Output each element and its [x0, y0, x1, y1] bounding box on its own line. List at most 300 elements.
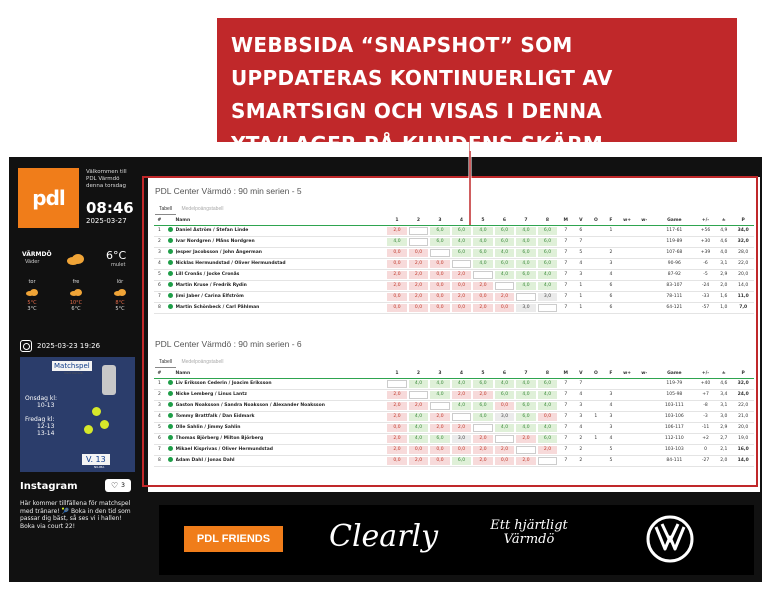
match-score: 4,0 — [516, 282, 536, 290]
hjartligt-line: Värmdö — [503, 532, 555, 547]
wins-cell: 1 — [573, 291, 588, 302]
match-score: 2,0 — [409, 293, 429, 301]
average-cell: 3,1 — [715, 400, 732, 411]
like-counter — [105, 479, 131, 492]
games-cell: 90-96 — [653, 258, 696, 269]
match-score: 6,0 — [473, 380, 493, 388]
column-header: V — [573, 370, 588, 378]
tab-average[interactable]: Medelpoängstabell — [181, 206, 224, 212]
game-diff-cell: +40 — [696, 378, 715, 389]
column-header: 5 — [472, 217, 494, 225]
match-score: 2,0 — [409, 260, 429, 268]
losses-cell: 1 — [603, 225, 618, 236]
column-header: 7 — [515, 217, 537, 225]
padel-ball — [92, 407, 101, 416]
rank-cell: 2 — [154, 389, 165, 400]
match-score: 4,0 — [409, 424, 429, 432]
matches-cell: 7 — [558, 258, 573, 269]
games-cell: 112-110 — [653, 433, 696, 444]
match-score: 2,0 — [452, 424, 472, 432]
forecast-high: 8°C — [115, 300, 125, 306]
column-header: F — [603, 217, 618, 225]
match-score: 0,0 — [473, 293, 493, 301]
rank-cell: 6 — [154, 433, 165, 444]
matches-cell: 7 — [558, 236, 573, 247]
cloud-icon — [70, 289, 82, 296]
column-header: V — [573, 217, 588, 225]
post-schedule-time: 13-14 — [37, 430, 55, 437]
column-header: 2 — [408, 217, 430, 225]
team-name-cell: Adam Dahl / Jonas Dahl — [176, 455, 387, 466]
match-score: 2,0 — [387, 446, 407, 454]
wins-cell: 5 — [573, 247, 588, 258]
match-score: 4,0 — [516, 380, 536, 388]
match-score: 2,0 — [409, 282, 429, 290]
match-score: 4,0 — [452, 238, 472, 246]
column-header: ± — [715, 370, 732, 378]
game-diff-cell: +56 — [696, 225, 715, 236]
match-score: 3,0 — [452, 435, 472, 443]
column-header: w- — [636, 370, 653, 378]
column-header: M — [558, 217, 573, 225]
column-header: w- — [636, 217, 653, 225]
forecast-high: 5°C — [27, 300, 37, 306]
losses-cell: 4 — [603, 400, 618, 411]
match-score: 6,0 — [538, 238, 558, 246]
match-score: 4,0 — [409, 413, 429, 421]
team-name-cell: Gaston Noaksson / Sandra Noaksson / Alexander Noaksson — [176, 400, 387, 411]
column-header: 2 — [408, 370, 430, 378]
wins-cell: 4 — [573, 389, 588, 400]
wins-cell: 4 — [573, 422, 588, 433]
match-score: 0,0 — [538, 413, 558, 421]
matches-cell: 7 — [558, 247, 573, 258]
instagram-post-image — [20, 357, 135, 472]
match-score: 0,0 — [430, 304, 450, 312]
match-score: 0,0 — [387, 293, 407, 301]
match-score: 0,0 — [430, 446, 450, 454]
padel-ball — [100, 420, 109, 429]
cloud-icon — [114, 289, 126, 296]
team-name-cell: Jimi Jaber / Carina Elfström — [176, 291, 387, 302]
post-brand: NILIMA — [94, 465, 105, 469]
game-diff-cell: +30 — [696, 236, 715, 247]
clock-time: 08:46 — [86, 199, 134, 217]
match-score: 2,0 — [516, 435, 536, 443]
match-score: 6,0 — [473, 249, 493, 257]
points-cell: 21,0 — [732, 411, 754, 422]
matches-cell: 7 — [558, 269, 573, 280]
snapshot-highlight-frame — [142, 176, 758, 487]
ball-can — [102, 365, 116, 395]
losses-cell: 3 — [603, 411, 618, 422]
match-score: 4,0 — [495, 249, 515, 257]
match-score: 3,0 — [495, 413, 515, 421]
wins-cell: 3 — [573, 269, 588, 280]
rank-cell: 8 — [154, 302, 165, 313]
team-name-cell: Tommy Brattfalk / Dan Eidmark — [176, 411, 387, 422]
match-score: 2,0 — [473, 282, 493, 290]
match-score: 4,0 — [538, 424, 558, 432]
match-score: 3,0 — [516, 304, 536, 312]
match-score: 0,0 — [452, 282, 472, 290]
losses-cell: 3 — [603, 422, 618, 433]
match-score: 4,0 — [495, 424, 515, 432]
points-cell: 22,0 — [732, 258, 754, 269]
team-name-cell: Jesper Jacobsson / John Ångerman — [176, 247, 387, 258]
rank-cell: 5 — [154, 422, 165, 433]
match-score: 2,0 — [473, 391, 493, 399]
post-image-title: Matchspel — [54, 362, 90, 370]
match-score: 4,0 — [473, 238, 493, 246]
points-cell: 20,0 — [732, 269, 754, 280]
games-cell: 103-106 — [653, 411, 696, 422]
average-cell: 4,6 — [715, 236, 732, 247]
forecast-low: 6°C — [71, 306, 81, 312]
volkswagen-icon — [646, 515, 694, 563]
match-score: 2,0 — [473, 457, 493, 465]
games-cell: 84-111 — [653, 455, 696, 466]
points-cell: 16,0 — [732, 444, 754, 455]
column-header: 4 — [451, 217, 473, 225]
post-schedule-time: 10-13 — [37, 402, 55, 409]
match-score: 2,0 — [409, 402, 429, 410]
games-cell: 119-79 — [653, 378, 696, 389]
games-cell: 78-111 — [653, 291, 696, 302]
team-name-cell: Martin Schönbeck / Carl Påhlman — [176, 302, 387, 313]
match-score: 2,0 — [409, 271, 429, 279]
wins-cell: 2 — [573, 444, 588, 455]
match-score: 4,0 — [516, 424, 536, 432]
like-count: 3 — [121, 482, 125, 489]
match-score: 2,0 — [409, 457, 429, 465]
tab-average[interactable]: Medelpoängstabell — [181, 359, 224, 365]
match-score: 4,0 — [538, 391, 558, 399]
rank-cell: 8 — [154, 455, 165, 466]
column-header: O — [588, 217, 603, 225]
match-score: 0,0 — [387, 260, 407, 268]
column-header: 6 — [494, 217, 516, 225]
match-score: 0,0 — [387, 249, 407, 257]
match-score: 0,0 — [409, 249, 429, 257]
matches-cell: 7 — [558, 225, 573, 236]
pdl-logo — [18, 168, 79, 228]
game-diff-cell: +7 — [696, 389, 715, 400]
match-score: 0,0 — [430, 271, 450, 279]
average-cell: 4,6 — [715, 378, 732, 389]
games-cell: 119-89 — [653, 236, 696, 247]
column-header: 6 — [494, 370, 516, 378]
average-cell: 2,9 — [715, 269, 732, 280]
match-score: 6,0 — [430, 238, 450, 246]
match-score: 6,0 — [495, 391, 515, 399]
wins-cell: 6 — [573, 225, 588, 236]
match-score: 0,0 — [387, 457, 407, 465]
hjartligt-varmdo-logo — [489, 519, 569, 547]
average-cell: 2,9 — [715, 422, 732, 433]
match-score: 0,0 — [495, 457, 515, 465]
post-schedule-day: Onsdag kl: — [25, 395, 58, 402]
match-score: 2,0 — [430, 424, 450, 432]
game-diff-cell: -11 — [696, 422, 715, 433]
losses-cell: 4 — [603, 269, 618, 280]
column-header: Namn — [176, 370, 387, 378]
average-cell: 3,4 — [715, 389, 732, 400]
clock-date: 2025-03-27 — [86, 217, 127, 225]
column-header: P — [732, 217, 754, 225]
weather-temp: 6°C — [106, 249, 127, 262]
hjartligt-line: Ett hjärtligt — [490, 518, 568, 533]
wins-cell: 3 — [573, 400, 588, 411]
match-score: 2,0 — [473, 435, 493, 443]
instagram-label: Instagram — [20, 481, 78, 492]
games-cell: 106-117 — [653, 422, 696, 433]
cloud-icon — [66, 253, 86, 265]
column-header: w+ — [618, 370, 635, 378]
games-cell: 87-92 — [653, 269, 696, 280]
padel-ball — [84, 425, 93, 434]
column-header: M — [558, 370, 573, 378]
team-name-cell: Martin Kruse / Fredrik Rydin — [176, 280, 387, 291]
game-diff-cell: -3 — [696, 411, 715, 422]
game-diff-cell: -5 — [696, 269, 715, 280]
column-header: 8 — [537, 370, 559, 378]
wins-cell: 4 — [573, 258, 588, 269]
team-name-cell: Liv Eriksson Cederin / Joacim Eriksson — [176, 378, 387, 389]
rank-cell: 4 — [154, 411, 165, 422]
match-score: 4,0 — [516, 391, 536, 399]
match-score: 6,0 — [538, 435, 558, 443]
match-score: 0,0 — [409, 304, 429, 312]
rank-cell: 4 — [154, 258, 165, 269]
games-cell: 107-68 — [653, 247, 696, 258]
games-cell: 83-107 — [653, 280, 696, 291]
team-name-cell: Mikael Kisprivas / Oliver Hermundstad — [176, 444, 387, 455]
column-header: O — [588, 370, 603, 378]
post-schedule-time: 12-13 — [37, 423, 55, 430]
tab-table[interactable]: Tabell — [155, 357, 176, 368]
game-diff-cell: -6 — [696, 258, 715, 269]
match-score: 3,0 — [538, 293, 558, 301]
game-diff-cell: -27 — [696, 455, 715, 466]
column-header: # — [154, 217, 165, 225]
matches-cell: 7 — [558, 302, 573, 313]
rank-cell: 1 — [154, 378, 165, 389]
losses-cell: 3 — [603, 389, 618, 400]
team-name-cell: Nicke Lemberg / Linus Lantz — [176, 389, 387, 400]
callout-banner: WEBBSIDA “SNAPSHOT” SOM UPPDATERAS KONTINUERLIGT AV SMARTSIGN OCH VISAS I DENNA YTA/LAGER PÅ KUNDENS SKÄRM. — [217, 18, 737, 142]
match-score: 4,0 — [516, 260, 536, 268]
match-score: 4,0 — [430, 391, 450, 399]
column-header: 4 — [451, 370, 473, 378]
rank-cell: 3 — [154, 247, 165, 258]
welcome-text: Välkommen till PDL Värmdö denna torsdag — [86, 169, 127, 189]
match-score: 4,0 — [452, 380, 472, 388]
matches-cell: 7 — [558, 422, 573, 433]
team-name-cell: Ivar Nordgren / Måns Nordgren — [176, 236, 387, 247]
losses-cell: 4 — [603, 433, 618, 444]
column-header: P — [732, 370, 754, 378]
series-title: PDL Center Värmdö : 90 min serien - 6 — [155, 339, 302, 349]
wins-cell: 3 — [573, 411, 588, 422]
match-score: 4,0 — [409, 435, 429, 443]
tab-table[interactable]: Tabell — [155, 204, 176, 215]
match-score: 0,0 — [430, 260, 450, 268]
column-header: w+ — [618, 217, 635, 225]
match-score: 4,0 — [495, 380, 515, 388]
losses-cell: 6 — [603, 291, 618, 302]
match-score: 0,0 — [430, 282, 450, 290]
forecast-day — [61, 279, 91, 312]
match-score: 0,0 — [430, 457, 450, 465]
column-header: 5 — [472, 370, 494, 378]
match-score: 6,0 — [538, 227, 558, 235]
match-score: 0,0 — [387, 304, 407, 312]
column-header: 1 — [386, 217, 408, 225]
wins-cell: 2 — [573, 433, 588, 444]
match-score: 0,0 — [452, 304, 472, 312]
matches-cell: 7 — [558, 455, 573, 466]
games-cell: 64-121 — [653, 302, 696, 313]
sponsor-bar — [159, 505, 754, 575]
match-score: 4,0 — [387, 238, 407, 246]
matches-cell: 7 — [558, 378, 573, 389]
match-score: 2,0 — [387, 402, 407, 410]
match-score: 4,0 — [538, 282, 558, 290]
team-name-cell: Daniel Åström / Stefan Linde — [176, 225, 387, 236]
column-header: 3 — [429, 370, 451, 378]
match-score: 2,0 — [387, 413, 407, 421]
team-name-cell: Olle Sahlin / Jimmy Sahlin — [176, 422, 387, 433]
match-score: 4,0 — [516, 227, 536, 235]
match-score: 2,0 — [452, 391, 472, 399]
post-caption: Här kommer tillfällena för matchspel med tränare! 🎾 Boka in den tid som passar dig bäst, så ses vi i hallen! Boka via court 22! — [20, 500, 131, 530]
column-header: F — [603, 370, 618, 378]
match-score: 0,0 — [409, 446, 429, 454]
match-score: 6,0 — [516, 249, 536, 257]
match-score: 2,0 — [495, 446, 515, 454]
post-image-body — [25, 395, 57, 437]
rank-cell: 1 — [154, 225, 165, 236]
column-header: 7 — [515, 370, 537, 378]
average-cell: 3,0 — [715, 411, 732, 422]
points-cell: 14,0 — [732, 280, 754, 291]
match-score: 0,0 — [495, 402, 515, 410]
info-sidebar — [9, 157, 139, 582]
game-diff-cell: -57 — [696, 302, 715, 313]
post-date: 2025-03-23 19:26 — [37, 342, 101, 350]
column-header: Game — [653, 217, 696, 225]
matches-cell: 7 — [558, 280, 573, 291]
matches-cell: 7 — [558, 433, 573, 444]
column-header: # — [154, 370, 165, 378]
matches-cell: 7 — [558, 411, 573, 422]
rank-cell: 7 — [154, 291, 165, 302]
column-header: 3 — [429, 217, 451, 225]
matches-cell: 7 — [558, 291, 573, 302]
match-score: 2,0 — [387, 435, 407, 443]
game-diff-cell: -33 — [696, 291, 715, 302]
losses-cell: 3 — [603, 258, 618, 269]
match-score: 2,0 — [516, 457, 536, 465]
team-name-cell: Nicklas Hermundstad / Oliver Hermundstad — [176, 258, 387, 269]
team-name-cell: Lill Cronås / Jocke Cronås — [176, 269, 387, 280]
games-cell: 105-98 — [653, 389, 696, 400]
forecast-day-label: lör — [116, 279, 124, 285]
series-title: PDL Center Värmdö : 90 min serien - 5 — [155, 186, 302, 196]
average-cell: 1,0 — [715, 302, 732, 313]
average-cell: 4,9 — [715, 225, 732, 236]
match-score: 2,0 — [387, 391, 407, 399]
column-header: 8 — [537, 217, 559, 225]
rank-cell: 3 — [154, 400, 165, 411]
losses-cell: 5 — [603, 444, 618, 455]
forecast-day — [105, 279, 135, 312]
average-cell: 2,0 — [715, 280, 732, 291]
match-score: 2,0 — [387, 227, 407, 235]
rank-cell: 6 — [154, 280, 165, 291]
average-cell: 2,0 — [715, 455, 732, 466]
forecast-day-label: tor — [28, 279, 36, 285]
losses-cell: 6 — [603, 302, 618, 313]
match-score: 6,0 — [538, 380, 558, 388]
average-cell: 2,7 — [715, 433, 732, 444]
game-diff-cell: -24 — [696, 280, 715, 291]
match-score: 6,0 — [452, 227, 472, 235]
points-cell: 24,0 — [732, 389, 754, 400]
points-cell: 14,0 — [732, 455, 754, 466]
match-score: 2,0 — [452, 271, 472, 279]
match-score: 4,0 — [516, 238, 536, 246]
match-score: 6,0 — [495, 227, 515, 235]
game-diff-cell: +39 — [696, 247, 715, 258]
points-cell: 20,0 — [732, 422, 754, 433]
games-cell: 103-111 — [653, 400, 696, 411]
post-schedule-day: Fredag kl: — [25, 416, 55, 423]
wins-cell: 7 — [573, 236, 588, 247]
post-week: V. 13 — [82, 454, 110, 465]
column-header: 1 — [386, 370, 408, 378]
heart-icon: ♡ — [111, 480, 119, 490]
match-score: 2,0 — [473, 446, 493, 454]
pdl-friends-logo: PDL FRIENDS — [184, 526, 283, 552]
match-score: 2,0 — [452, 293, 472, 301]
match-score: 2,0 — [387, 271, 407, 279]
forecast-day-label: fre — [72, 279, 80, 285]
match-score: 6,0 — [473, 402, 493, 410]
average-cell: 2,1 — [715, 444, 732, 455]
match-score: 0,0 — [495, 304, 515, 312]
forecast-day — [17, 279, 47, 312]
column-header: +/- — [696, 217, 715, 225]
match-score: 0,0 — [430, 293, 450, 301]
forecast-high: 10°C — [69, 300, 83, 306]
rank-cell: 2 — [154, 236, 165, 247]
average-cell: 1,6 — [715, 291, 732, 302]
average-cell: 3,1 — [715, 258, 732, 269]
match-score: 4,0 — [473, 260, 493, 268]
instagram-icon — [20, 340, 32, 352]
average-cell: 4,0 — [715, 247, 732, 258]
games-cell: 103-103 — [653, 444, 696, 455]
match-score: 2,0 — [495, 293, 515, 301]
matches-cell: 7 — [558, 400, 573, 411]
match-score: 4,0 — [409, 380, 429, 388]
points-cell: 22,0 — [732, 400, 754, 411]
clearly-logo: Clearly — [329, 519, 439, 554]
wins-cell: 1 — [573, 302, 588, 313]
match-score: 6,0 — [452, 249, 472, 257]
